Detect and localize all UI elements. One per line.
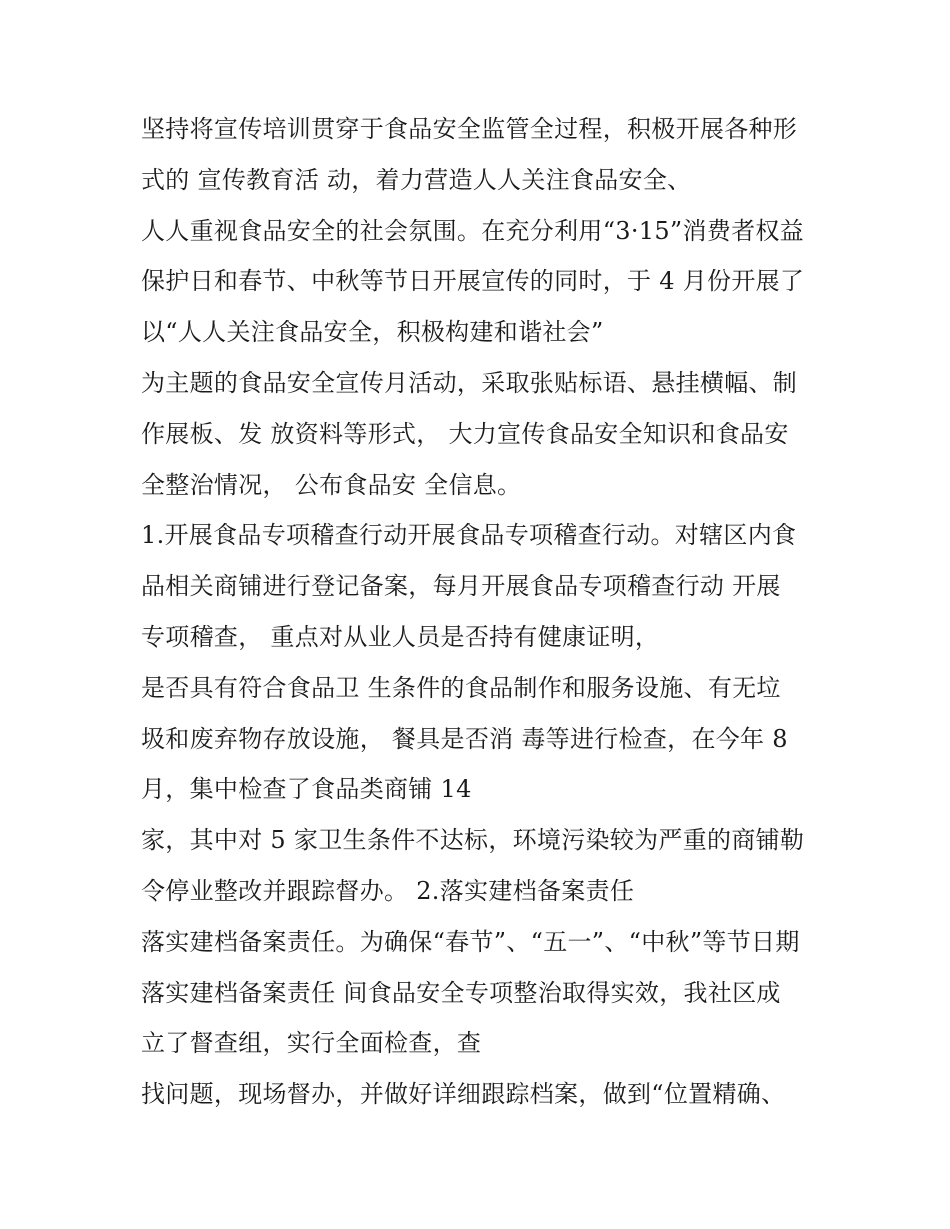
text-line: 保护日和春节、中秋等节日开展宣传的同时，于 4 月份开展了	[141, 267, 805, 296]
text-line: 是否具有符合食品卫 生条件的食品制作和服务设施、有无垃	[141, 673, 781, 702]
text-line: 人人重视食品安全的社会氛围。在充分利用“3·15”消费者权益	[141, 216, 804, 245]
text-line: 家，其中对 5 家卫生条件不达标，环境污染较为严重的商铺勒	[141, 826, 805, 855]
text-line: 坚持将宣传培训贯穿于食品安全监管全过程，积极开展各种形	[141, 115, 798, 143]
body-text	[141, 104, 831, 1120]
text-line: 立了督查组，实行全面检查，查	[141, 1029, 482, 1058]
text-line: 落实建档备案责任 间食品安全专项整治取得实效，我社区成	[141, 978, 781, 1007]
text-line: 为主题的食品安全宣传月活动，采取张贴标语、悬挂横幅、制	[141, 368, 798, 397]
text-line: 全整治情况， 公布食品安 全信息。	[141, 470, 522, 499]
text-line: 落实建档备案责任。为确保“春节”、“五一”、“中秋”等节日期	[141, 927, 800, 956]
text-line: 1.开展食品专项稽查行动开展食品专项稽查行动。对辖区内食	[141, 521, 797, 550]
text-line: 式的 宣传教育活 动，着力营造人人关注食品安全、	[141, 165, 692, 194]
text-line: 令停业整改并跟踪督办。 2.落实建档备案责任	[141, 876, 635, 905]
text-line: 圾和废弃物存放设施， 餐具是否消 毒等进行检查，在今年 8	[141, 724, 788, 753]
text-line: 作展板、发 放资料等形式， 大力宣传食品安全知识和食品安	[141, 419, 789, 448]
text-line: 专项稽查， 重点对从业人员是否持有健康证明，	[141, 622, 660, 651]
text-line: 找问题，现场督办，并做好详细跟踪档案，做到“位置精确、	[141, 1080, 786, 1109]
text-line: 以“人人关注食品安全，积极构建和谐社会”	[141, 318, 604, 347]
text-line: 月，集中检查了食品类商铺 14	[141, 775, 472, 804]
text-line: 品相关商铺进行登记备案，每月开展食品专项稽查行动 开展	[141, 572, 781, 601]
